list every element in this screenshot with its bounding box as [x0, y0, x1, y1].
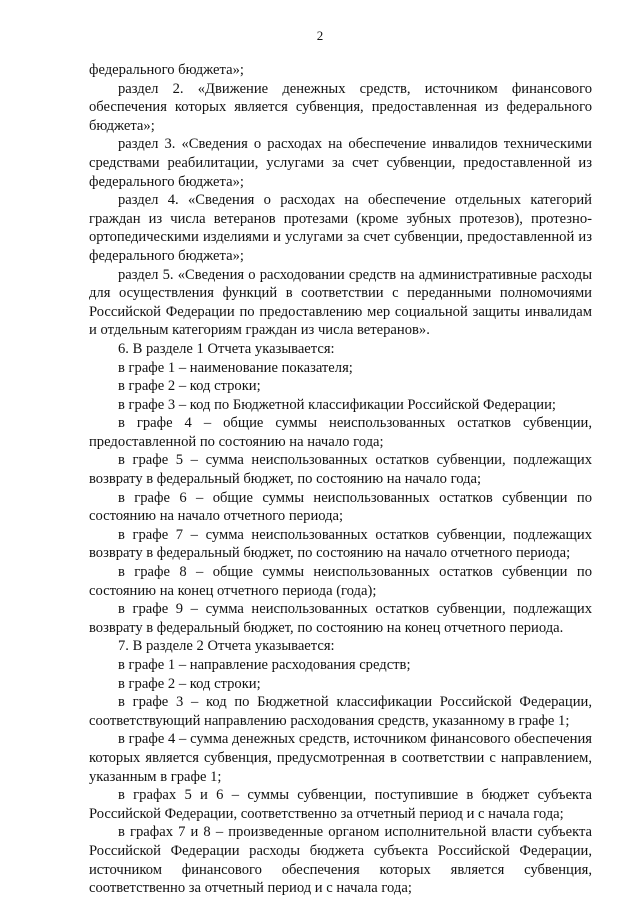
- paragraph: раздел 4. «Сведения о расходах на обеспечение отдельных категорий граждан из числа ветеранов протезами (кроме зубных протезов), протезно-ортопедическими изделиями и услугами за счет субвенции, предоставленной из федерального бюджета»;: [89, 192, 592, 264]
- paragraph: раздел 5. «Сведения о расходовании средств на административные расходы для осуществления функций в соответствии с переданными полномочиями Российской Федерации по предоставлению мер социальной защиты инвалидам и отдельным категориям граждан из числа ветеранов».: [89, 266, 592, 339]
- paragraph: федерального бюджета»;: [89, 62, 244, 78]
- paragraph: в графе 1 – направление расходования средств;: [118, 657, 411, 673]
- paragraph: в графе 2 – код строки;: [118, 378, 261, 395]
- paragraph: в графе 9 – сумма неиспользованных остатков субвенции, подлежащих возврату в федеральный бюджет, по состоянию на конец отчетного периода.: [89, 601, 592, 636]
- paragraph: в графе 4 – сумма денежных средств, источником финансового обеспечения которых является субвенция, предусмотренная в соответствии с направлением, указанным в графе 1;: [89, 731, 592, 785]
- paragraph: в графе 5 – сумма неиспользованных остатков субвенции, подлежащих возврату в федеральный бюджет, по состоянию на начало года;: [89, 452, 592, 488]
- paragraph: в графах 7 и 8 – произведенные органом исполнительной власти субъекта Российской Федерации расходы бюджета субъекта Российской Федерации, источником финансового обеспечения которых является субвенция, соответственно за отчетный период и с начала года;: [89, 824, 592, 897]
- paragraph: в графе 2 – код строки;: [118, 675, 261, 692]
- paragraph: 6. В разделе 1 Отчета указывается:: [118, 340, 335, 357]
- paragraph: раздел 2. «Движение денежных средств, источником финансового обеспечения которых является субвенция, предоставленная из федерального бюджета»;: [89, 80, 592, 134]
- paragraph: в графах 5 и 6 – суммы субвенции, поступившие в бюджет субъекта Российской Федерации, соответственно за отчетный период и с начала года;: [89, 787, 592, 822]
- document-body: [89, 61, 592, 898]
- paragraph: в графе 3 – код по Бюджетной классификации Российской Федерации;: [118, 396, 556, 413]
- page-number: 2: [316, 28, 324, 43]
- paragraph: в графе 3 – код по Бюджетной классификации Российской Федерации, соответствующий направлению расходования средств, указанному в графе 1;: [89, 694, 592, 729]
- paragraph: раздел 3. «Сведения о расходах на обеспечение инвалидов техническими средствами реабилитации, услугами за счет субвенции, предоставленной из федерального бюджета»;: [89, 136, 592, 190]
- paragraph: в графе 1 – наименование показателя;: [118, 359, 353, 376]
- paragraph: в графе 8 – общие суммы неиспользованных остатков субвенции по состоянию на конец отчетного периода (года);: [89, 564, 592, 599]
- paragraph: 7. В разделе 2 Отчета указывается:: [118, 638, 335, 655]
- paragraph: в графе 4 – общие суммы неиспользованных остатков субвенции, предоставленной по состоянию на начало года;: [89, 415, 592, 450]
- paragraph: в графе 7 – сумма неиспользованных остатков субвенции, подлежащих возврату в федеральный бюджет, по состоянию на начало отчетного периода;: [89, 526, 592, 562]
- paragraph: в графе 6 – общие суммы неиспользованных остатков субвенции по состоянию на начало отчетного периода;: [89, 489, 592, 525]
